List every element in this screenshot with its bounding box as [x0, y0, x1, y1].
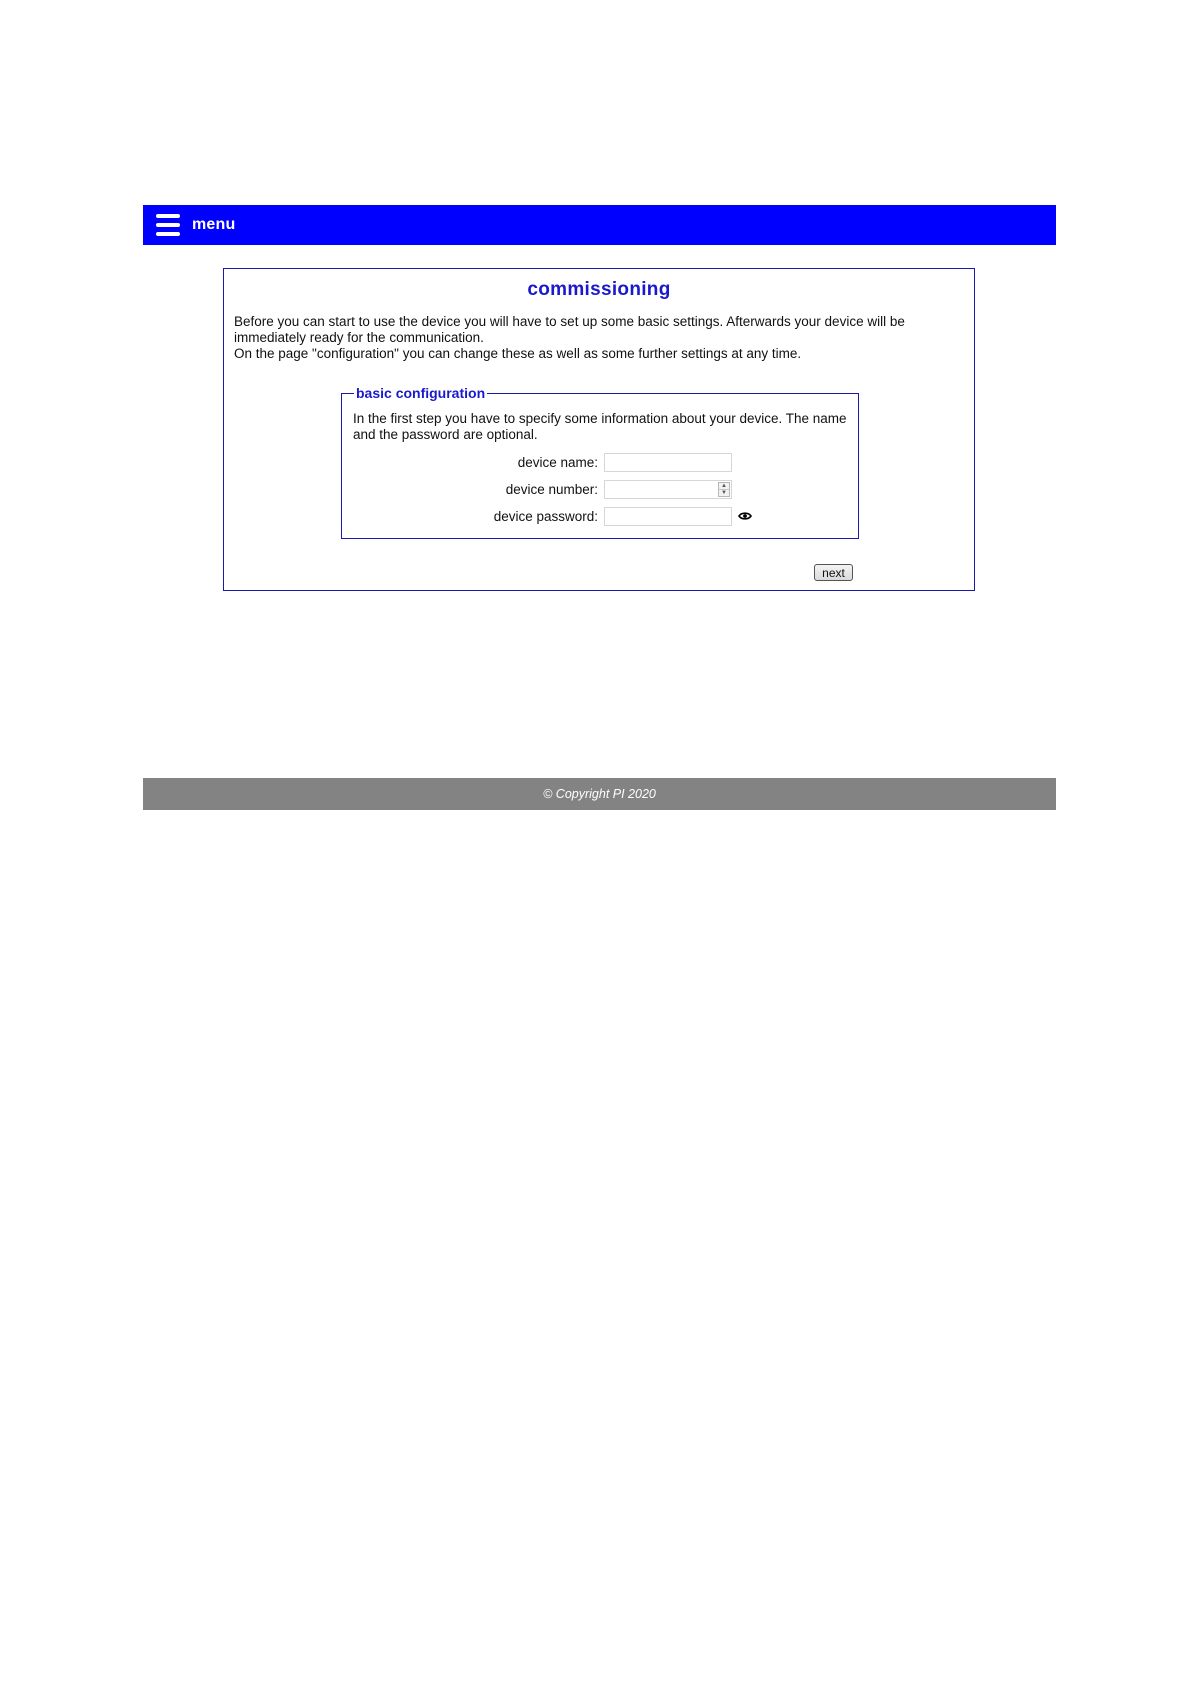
- next-button[interactable]: next: [814, 564, 853, 581]
- device-password-row: [342, 507, 858, 527]
- device-number-label: device number:: [505, 482, 598, 497]
- page-title: commissioning: [527, 279, 671, 300]
- copyright-text: © Copyright PI 2020: [543, 787, 656, 801]
- intro-line-1: Before you can start to use the device you will have to set up some basic settings. Afterwards your device will be immediately ready for the communication.: [234, 314, 905, 345]
- basic-configuration-fieldset: [341, 385, 859, 539]
- commissioning-panel: [223, 268, 975, 591]
- fieldset-legend: basic configuration: [356, 385, 486, 401]
- footer: [143, 778, 1056, 810]
- device-number-input[interactable]: [604, 480, 732, 499]
- stepper-down-icon[interactable]: ▼: [719, 489, 729, 496]
- stepper-up-icon[interactable]: ▲: [721, 483, 727, 489]
- device-name-label: device name:: [517, 455, 598, 470]
- device-password-input[interactable]: [604, 507, 732, 526]
- menu-bar[interactable]: [143, 205, 1056, 245]
- intro-text: [234, 314, 966, 362]
- intro-line-2: On the page "configuration" you can change these as well as some further settings at any time.: [234, 346, 802, 361]
- device-number-stepper[interactable]: [718, 482, 730, 497]
- menu-label[interactable]: menu: [192, 216, 236, 233]
- fieldset-description: In the first step you have to specify some information about your device. The name and the password are optional.: [353, 411, 847, 442]
- device-number-row: [342, 480, 858, 500]
- device-name-row: [342, 453, 858, 473]
- device-password-label: device password:: [493, 509, 598, 524]
- eye-icon[interactable]: [738, 509, 752, 523]
- device-name-input[interactable]: [604, 453, 732, 472]
- hamburger-menu-icon[interactable]: [156, 214, 180, 236]
